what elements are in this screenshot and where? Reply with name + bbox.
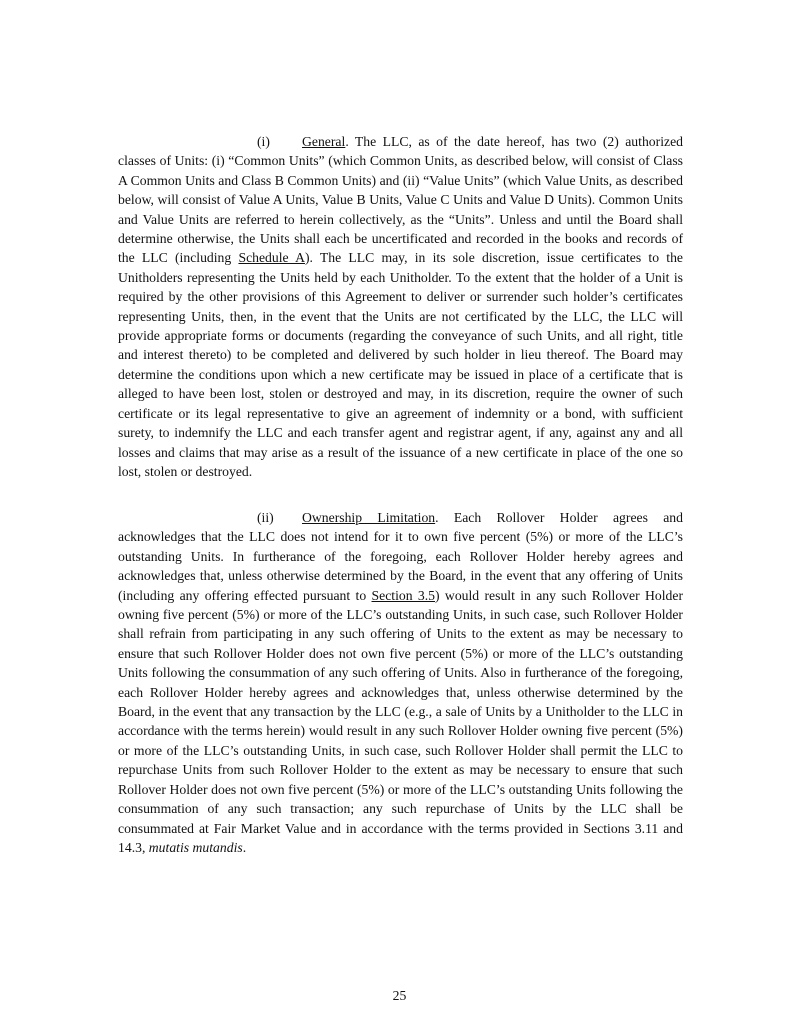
paragraph-text: . Each Rollover Holder agrees and acknowledges that the LLC does not intend for it to own five percent (5%) or more of the LLC’s outstanding Units. In furtherance of the foregoing, each Rollover Holder hereby agrees and acknowledges that, unless otherwise determined by the Board, in the event that any offering of Units (including any offering effected pursuant to	[118, 510, 683, 603]
schedule-reference: Schedule A	[238, 250, 305, 266]
section-reference: Section 3.5	[371, 587, 436, 603]
paragraph-general	[118, 132, 683, 481]
paragraph-heading: General	[302, 134, 346, 149]
paragraph-heading: Ownership Limitation	[302, 510, 436, 525]
page-number: 25	[392, 988, 407, 1003]
paragraph-number: (ii)	[257, 510, 274, 525]
paragraph-number: (i)	[257, 134, 270, 149]
paragraph-text: ) would result in any such Rollover Holder owning five percent (5%) or more of the LLC’s outstanding Units, in such case, such Rollover Holder shall refrain from participating in any such offering of Units to the extent as may be necessary to ensure that such Rollover Holder does not own five percent (5%) or more of the LLC’s outstanding Units following the consummation of any such offering of Units. Also in furtherance of the foregoing, each Rollover Holder hereby agrees and acknowledges that, unless otherwise determined by the Board, in the event that any transaction by the LLC (e.g., a sale of Units by a Unitholder to the LLC in accordance with the terms herein) would result in any such Rollover Holder owning five percent (5%) or more of the LLC’s outstanding Units, in such case, such Rollover Holder shall permit the LLC to repurchase Units from such Rollover Holder to the extent as may be necessary to ensure that such Rollover Holder does not own five percent (5%) or more of the LLC’s outstanding Units following the consummation of any such transaction; any such repurchase of Units by the LLC shall be consummated at Fair Market Value and in accordance with the terms provided in Sections 3.11 and 14.3,	[118, 587, 684, 855]
paragraph-text: .	[242, 839, 247, 855]
paragraph-ownership-limitation	[118, 508, 683, 857]
latin-phrase: mutatis mutandis	[148, 839, 243, 855]
paragraph-text: . The LLC, as of the date hereof, has two (2) authorized classes of Units: (i) “Common Units” (which Common Units, as described below, will consist of Class A Common Units and Class B Common Units) and (ii) “Value Units” (which Value Units, as described below, will consist of Value A Units, Value B Units, Value C Units and Value D Units). Common Units and Value Units are referred to herein collectively, as the “Units”. Unless and until the Board shall determine otherwise, the Units shall each be uncertificated and recorded in the books and records of the LLC (including	[118, 134, 683, 266]
paragraph-text: ). The LLC may, in its sole discretion, issue certificates to the Unitholders representing the Units held by each Unitholder. To the extent that the holder of a Unit is required by the other provisions of this Agreement to deliver or surrender such holder’s certificates representing Units, then, in the event that the Units are not certificated by the LLC, the LLC will provide appropriate forms or documents (regarding the conveyance of such Units, and all right, title and interest thereto) to be completed and delivered by such holder in lieu thereof. The Board may determine the conditions upon which a new certificate may be issued in place of a certificate that is alleged to have been lost, stolen or destroyed and may, in its discretion, require the owner of such certificate or its legal representative to give an agreement of indemnity or a bond, with sufficient surety, to indemnify the LLC and each transfer agent and registrar agent, if any, against any and all losses and claims that may arise as a result of the issuance of a new certificate in place of the one so lost, stolen or destroyed.	[118, 250, 683, 479]
